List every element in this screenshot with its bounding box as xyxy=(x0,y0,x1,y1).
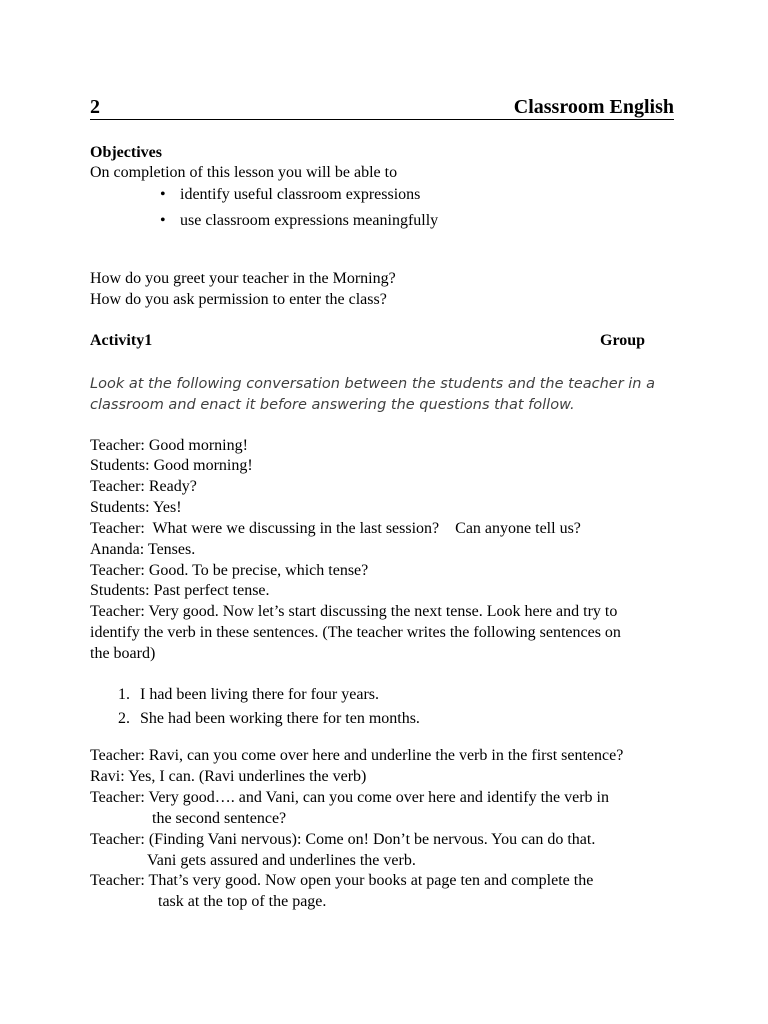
objective-bullet xyxy=(160,211,438,231)
dialogue-line: Teacher: Very good. Now let’s start discussing the next tense. Look here and try to xyxy=(90,603,618,620)
dialogue-line: Students: Past perfect tense. xyxy=(90,582,270,599)
dialogue-line: Students: Good morning! xyxy=(90,457,253,474)
sentence-item xyxy=(118,709,420,729)
objective-text: use classroom expressions meaningfully xyxy=(180,212,439,229)
dialogue-line: Teacher: (Finding Vani nervous): Come on! Don’t be nervous. You can do that. xyxy=(90,831,596,848)
question-line: How do you greet your teacher in the Morning? xyxy=(90,270,396,287)
sentence-number: 2. xyxy=(118,710,130,727)
activity-instruction: classroom and enact it before answering the questions that follow. xyxy=(90,397,575,413)
dialogue-line: Students: Yes! xyxy=(90,499,182,516)
objectives-intro: On completion of this lesson you will be able to xyxy=(90,164,398,181)
bullet-icon: • xyxy=(160,186,166,203)
sentence-number: 1. xyxy=(118,686,130,703)
objectives-heading: Objectives xyxy=(90,144,162,161)
sentence-text: I had been living there for four years. xyxy=(140,686,380,703)
dialogue-line: Teacher: Very good…. and Vani, can you come over here and identify the verb in xyxy=(90,789,609,806)
question-line: How do you ask permission to enter the class? xyxy=(90,291,387,308)
dialogue-line: Ananda: Tenses. xyxy=(90,541,196,558)
activity-instruction: Look at the following conversation between the students and the teacher in a xyxy=(90,376,655,392)
activity-mode: Group xyxy=(600,332,646,349)
chapter-title: Classroom English xyxy=(513,96,674,118)
bullet-icon: • xyxy=(160,212,166,229)
dialogue-line: Teacher: Ravi, can you come over here and underline the verb in the first sentence? xyxy=(90,747,624,764)
dialogue-line: Teacher: Good morning! xyxy=(90,437,248,454)
chapter-number: 2 xyxy=(90,96,100,118)
activity-label: Activity1 xyxy=(90,332,153,349)
sentence-item xyxy=(118,685,379,705)
dialogue-line: Ravi: Yes, I can. (Ravi underlines the verb) xyxy=(90,768,367,785)
dialogue-line: Teacher: Ready? xyxy=(90,478,197,495)
sentence-text: She had been working there for ten months. xyxy=(140,710,420,727)
dialogue-line: task at the top of the page. xyxy=(158,893,327,910)
dialogue-line: the board) xyxy=(90,645,156,662)
dialogue-line: Vani gets assured and underlines the verb. xyxy=(147,852,416,869)
objective-bullet xyxy=(160,185,420,205)
dialogue-line: the second sentence? xyxy=(152,810,287,827)
chapter-header xyxy=(90,95,674,120)
dialogue-line: Teacher: That’s very good. Now open your books at page ten and complete the xyxy=(90,872,594,889)
dialogue-line: Teacher: What were we discussing in the last session? Can anyone tell us? xyxy=(90,520,581,537)
dialogue-line: identify the verb in these sentences. (The teacher writes the following sentences on xyxy=(90,624,621,641)
objective-text: identify useful classroom expressions xyxy=(180,186,421,203)
dialogue-line: Teacher: Good. To be precise, which tense? xyxy=(90,562,369,579)
